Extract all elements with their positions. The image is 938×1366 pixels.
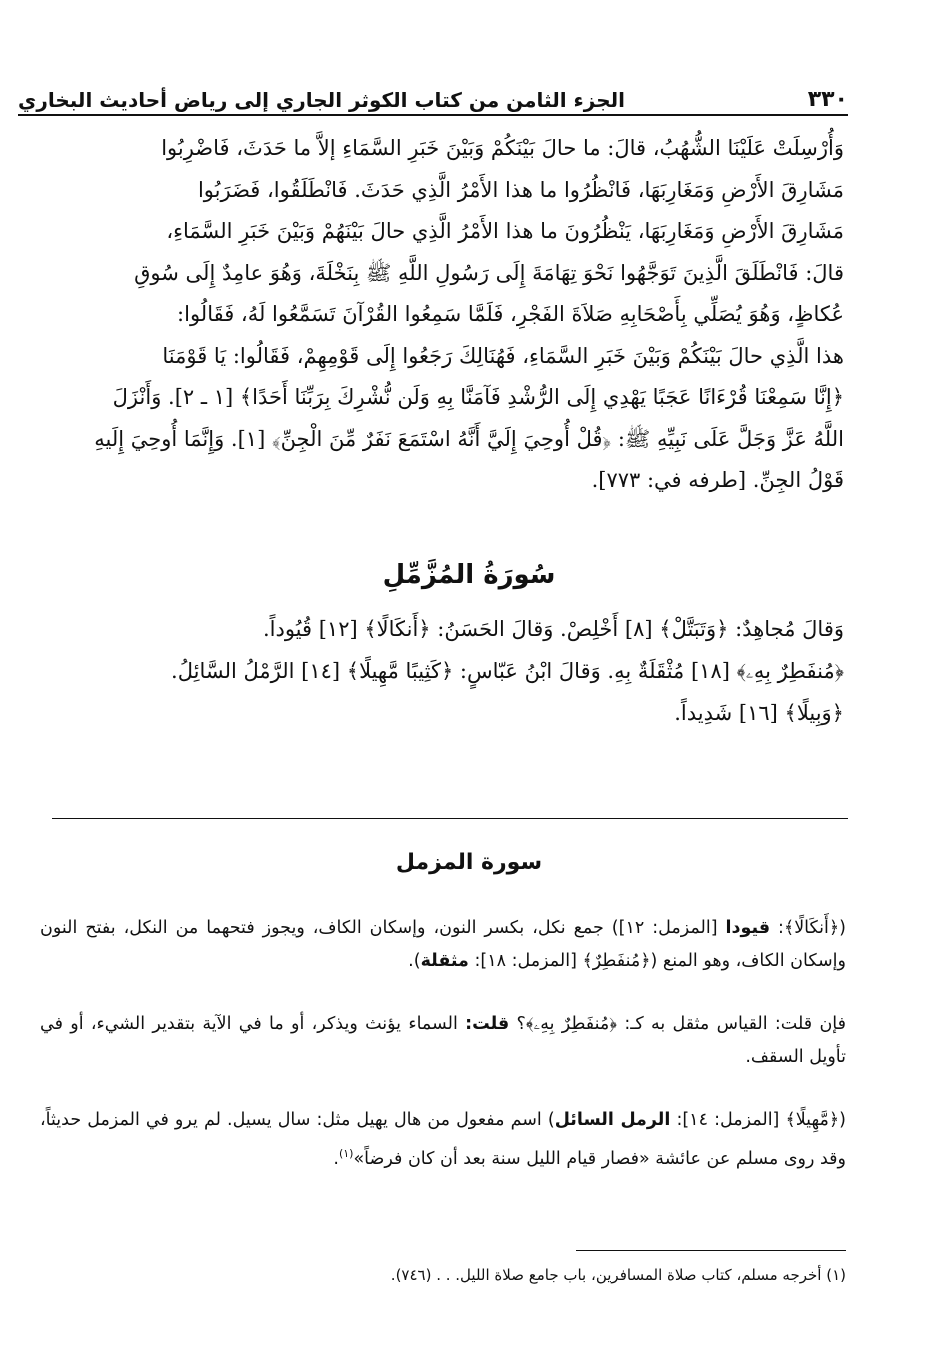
running-title: الجزء الثامن من كتاب الكوثر الجاري إلى رياض أحاديث البخاري xyxy=(18,88,625,112)
commentary-bold-term: الرمل السائل xyxy=(554,1110,671,1130)
hadith-line: مَشَارِقَ الأَرْضِ وَمَغَارِبَهَا، يَنْظُرُونَ ما هذا الأَمْرُ الَّذِي حالَ بَيْنَهُمْ وَبَيْنَ خَبَرِ السَّمَاءِ، xyxy=(166,219,844,243)
commentary-text xyxy=(40,1104,846,1176)
footnote: (١) أخرجه مسلم، كتاب صلاة المسافرين، باب جامع صلاة الليل. . . (٧٤٦). xyxy=(390,1266,846,1284)
tafsir-line: وَقالَ مُجاهِدٌ: ﴿وَتَبَتَّلْ﴾ [٨] أَخْلِصْ. وَقالَ الحَسَنُ: ﴿أَنكَالًا﴾ [١٢] قُيُوداً. xyxy=(262,617,844,641)
commentary-run: (﴿أَنكَالًا﴾: xyxy=(770,918,846,938)
hadith-line: قالَ: فَانْطَلَقَ الَّذِينَ تَوَجَّهُوا نَحْوَ تِهَامَةَ إِلَى رَسُولِ اللَّهِ ﷺ بِنَخْلَةَ، وَهُوَ عامِدٌ إِلَى سُوقِ xyxy=(134,260,844,285)
commentary-run: فإن قلت: القياس مثقل به كـ: ﴿مُنفَطِرٌ بِهِۦ﴾؟ xyxy=(509,1014,846,1034)
commentary-text xyxy=(40,1008,846,1074)
hadith-text xyxy=(36,128,844,502)
commentary-paragraph xyxy=(40,1008,846,1074)
tafsir-text xyxy=(36,608,844,734)
commentary-run: السماء يؤنث ويذكر، أو ما في الآية بتقدير الشيء، أو في تأويل السقف. xyxy=(40,1014,846,1067)
commentary-run: (١) xyxy=(338,1147,354,1160)
hadith-line: وَأُرْسِلَتْ عَلَيْنَا الشُّهُبُ، قالَ: ما حالَ بَيْنَكُمْ وَبَيْنَ خَبَرِ السَّمَاءِ إلاَّ ما حَدَثَ، فَاضْرِبُوا xyxy=(161,136,844,160)
commentary-heading: سورة المزمل xyxy=(395,850,543,875)
commentary-run: . xyxy=(333,1148,339,1169)
commentary-bold-term: قلت: xyxy=(465,1014,510,1034)
hadith-line: مَشَارِقَ الأَرْضِ وَمَغَارِبَهَا، فَانْظُرُوا ما هذا الأَمْرُ الَّذِي حَدَثَ. فَانْطَلَقُوا، فَضَرَبُوا xyxy=(197,177,844,202)
commentary-paragraph xyxy=(40,1104,846,1176)
commentary-run: [المزمل: ١٢]) جمع نكل، بكسر النون، وإسكان الكاف، ويجوز فتحهما من النكل، بفتح النون وإسكان الكاف، وهو المنع (﴿مُنفَطِرٌ﴾ [المزمل: ١٨]: xyxy=(40,918,846,971)
hadith-line: قَوْلُ الجِنِّ. [طرفه في: ٧٧٣]. xyxy=(591,468,844,492)
header-rule xyxy=(18,114,848,116)
section-divider xyxy=(52,818,848,819)
hadith-line: ﴿إِنَّا سَمِعْنَا قُرْءَانًا عَجَبًا يَهْدِي إِلَى الرُّشْدِ فَآمَنَّا بِهِ وَلَن نُّشْرِكَ بِرَبِّنَا أَحَدًا﴾ [١ ـ ٢]. وَأَنْزَلَ xyxy=(112,385,844,409)
commentary-text xyxy=(40,912,846,978)
commentary-bold-term: قيودا xyxy=(725,918,771,938)
tafsir-line: ﴿وَبِيلًا﴾ [١٦] شَدِيداً. xyxy=(674,701,844,725)
surah-heading: سُورَةُ المُزَّمِّلِ xyxy=(382,560,556,590)
commentary-run: ) اسم مفعول من هال يهيل مثل: سال يسيل. لم يرو في المزمل حديثاً، وقد روى مسلم عن عائشة «فصار قيام الليل سنة بعد أن كان فرضاً» xyxy=(40,1110,846,1169)
commentary-run: (﴿مَّهِيلًا﴾ [المزمل: ١٤]: xyxy=(670,1110,846,1130)
commentary-run: ). xyxy=(408,951,421,971)
page-number: ٣٣٠ xyxy=(807,87,848,112)
footnote-rule xyxy=(576,1250,846,1251)
hadith-line: عُكاظٍ، وَهُوَ يُصَلِّي بِأَصْحَابِهِ صَلاَةَ الفَجْرِ، فَلَمَّا سَمِعُوا القُرْآنَ تَسَمَّعُوا لَهُ، فَقَالُوا: xyxy=(177,302,844,326)
tafsir-line: ﴿مُنفَطِرٌ بِهِۦ﴾ [١٨] مُثْقَلَةٌ بِهِ. وَقالَ ابْنُ عَبّاسٍ: ﴿كَثِيبًا مَّهِيلًا﴾ [١٤] الرَّمْلُ السَّائِلُ. xyxy=(171,659,844,683)
page-header xyxy=(18,72,848,112)
commentary-bold-term: مثقلة xyxy=(420,951,469,971)
hadith-line: هذا الَّذِي حالَ بَيْنَكُمْ وَبَيْنَ خَبَرِ السَّمَاءِ، فَهُنَالِكَ رَجَعُوا إِلَى قَوْمِهِمْ، فَقَالُوا: يَا قَوْمَنَا xyxy=(162,343,844,368)
commentary-paragraph xyxy=(40,912,846,978)
hadith-line: اللَّهُ عَزَّ وَجَلَّ عَلَى نَبِيِّهِ ﷺ: ﴿قُلْ أُوحِيَ إِلَيَّ أَنَّهُ اسْتَمَعَ نَفَرٌ مِّنَ الْجِنِّ﴾ [١]. وَإِنَّمَا أُوحِيَ إِلَيهِ xyxy=(94,426,844,451)
